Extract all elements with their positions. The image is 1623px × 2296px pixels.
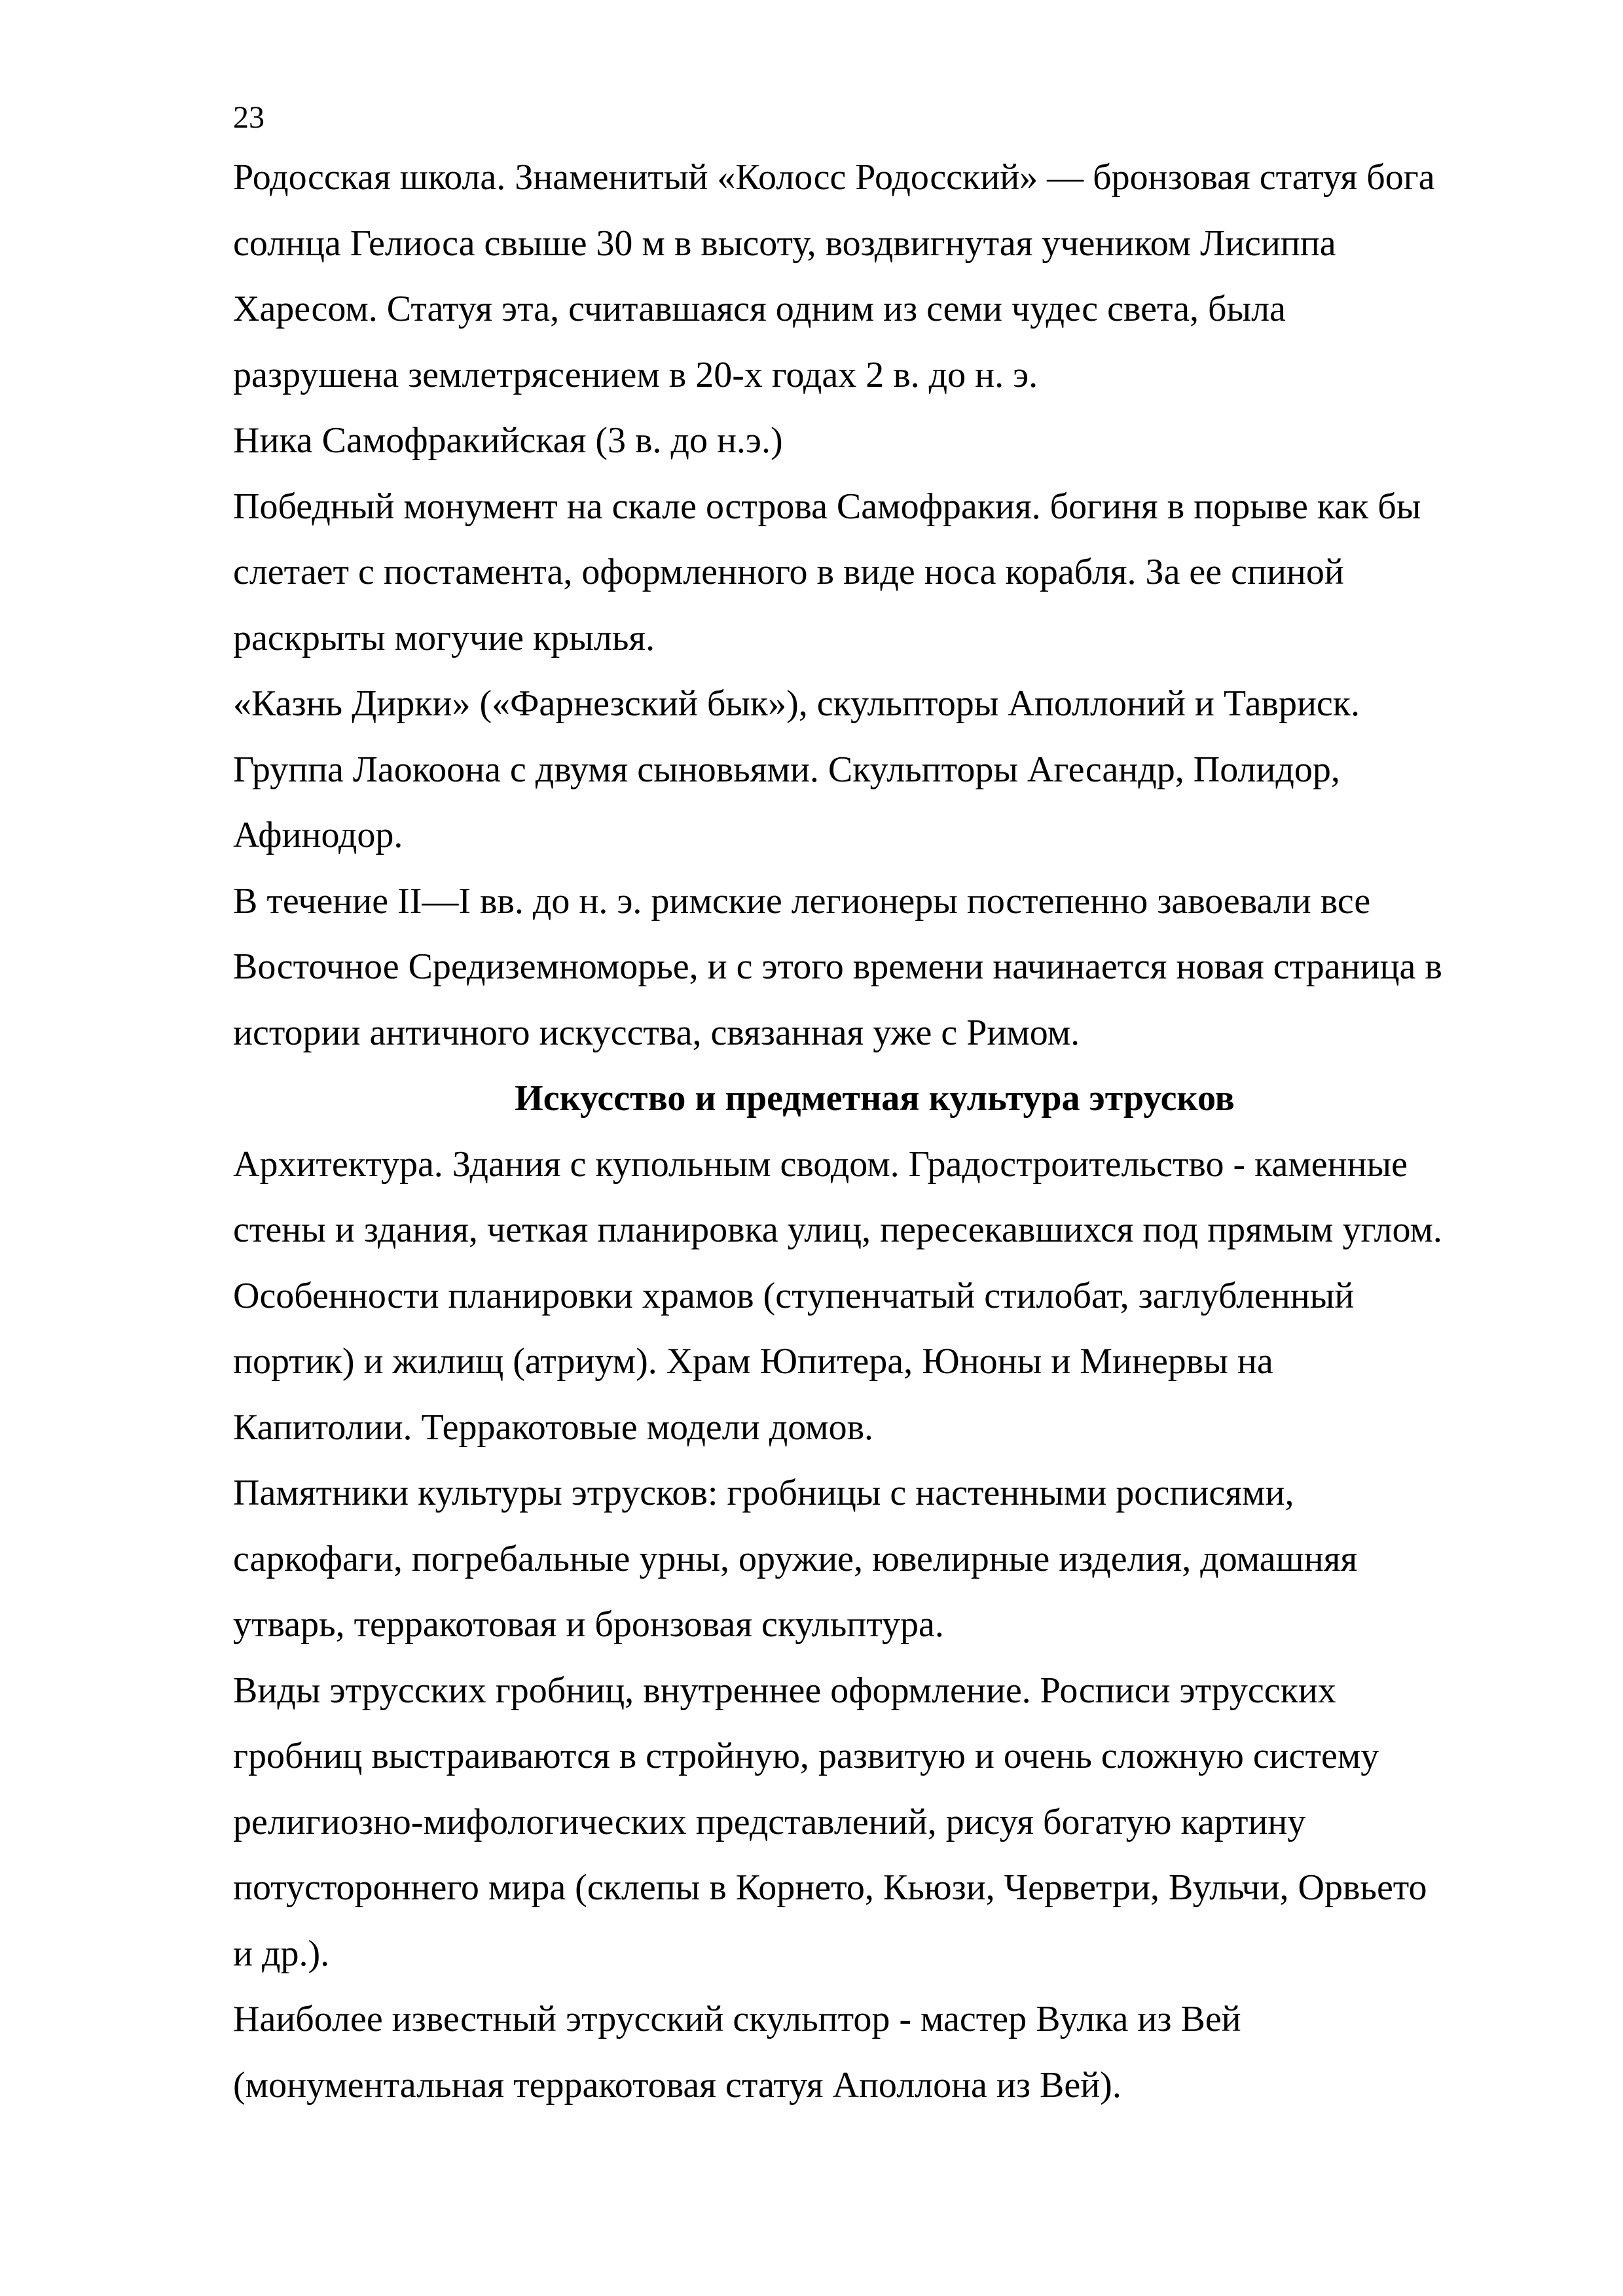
text-line: раскрыты могучие крылья. <box>233 617 655 658</box>
text-line: Наиболее известный этрусский скульптор - мастер Вулка из Вей <box>233 1999 1241 2039</box>
text-line: стены и здания, четкая планировка улиц, пересекавшихся под прямым углом. <box>233 1210 1442 1250</box>
text-line: саркофаги, погребальные урны, оружие, ювелирные изделия, домашняя <box>233 1538 1358 1579</box>
text-line: Памятники культуры этрусков: гробницы с настенными росписями, <box>233 1473 1294 1513</box>
text-line: солнца Гелиоса свыше 30 м в высоту, воздвигнутая учеником Лисиппа <box>233 223 1336 264</box>
section-heading: Искусство и предметная культура этрусков <box>515 1078 1235 1119</box>
text-line: утварь, терракотовая и бронзовая скульптура. <box>233 1604 944 1645</box>
text-line: Победный монумент на скале острова Самофракия. богиня в порыве как бы <box>233 486 1421 527</box>
text-line: портик) и жилищ (атриум). Храм Юпитера, Юноны и Минервы на <box>233 1341 1273 1382</box>
page-number: 23 <box>233 100 264 135</box>
text-line: потустороннего мира (склепы в Корнето, Кьюзи, Черветри, Вульчи, Орвьето <box>233 1867 1427 1908</box>
text-line: Особенности планировки храмов (ступенчатый стилобат, заглубленный <box>233 1275 1355 1316</box>
body-text <box>233 145 1516 2118</box>
text-line: разрушена землетрясением в 20-х годах 2 в. до н. э. <box>233 354 1038 395</box>
text-line: и др.). <box>233 1933 330 1974</box>
text-line: Группа Лаокоона с двумя сыновьями. Скульпторы Агесандр, Полидор, <box>233 749 1340 790</box>
text-line: истории античного искусства, связанная уже с Римом. <box>233 1012 1080 1053</box>
text-line: Капитолии. Терракотовые модели домов. <box>233 1407 874 1448</box>
text-line: слетает с постамента, оформленного в виде носа корабля. За ее спиной <box>233 552 1344 592</box>
text-line: Родосская школа. Знаменитый «Колосс Родосский» — бронзовая статуя бога <box>233 157 1435 198</box>
text-line: «Казнь Дирки» («Фарнезский бык»), скульпторы Аполлоний и Тавриск. <box>233 683 1360 724</box>
text-line: Афинодор. <box>233 815 403 855</box>
text-line: религиозно-мифологических представлений, рисуя богатую картину <box>233 1801 1306 1842</box>
text-line: Виды этрусских гробниц, внутреннее оформление. Росписи этрусских <box>233 1670 1336 1711</box>
text-line: Харесом. Статуя эта, считавшаяся одним из семи чудес света, была <box>233 289 1286 329</box>
text-line: В течение II—I вв. до н. э. римские легионеры постепенно завоевали все <box>233 880 1371 922</box>
text-line: Архитектура. Здания с купольным сводом. Градостроительство - каменные <box>233 1143 1408 1185</box>
text-line: Восточное Средиземноморье, и с этого времени начинается новая страница в <box>233 946 1442 987</box>
text-line: (монументальная терракотовая статуя Аполлона из Вей). <box>233 2064 1122 2106</box>
text-line: гробниц выстраиваются в стройную, развитую и очень сложную систему <box>233 1736 1379 1776</box>
text-line: Ника Самофракийская (3 в. до н.э.) <box>233 420 783 461</box>
